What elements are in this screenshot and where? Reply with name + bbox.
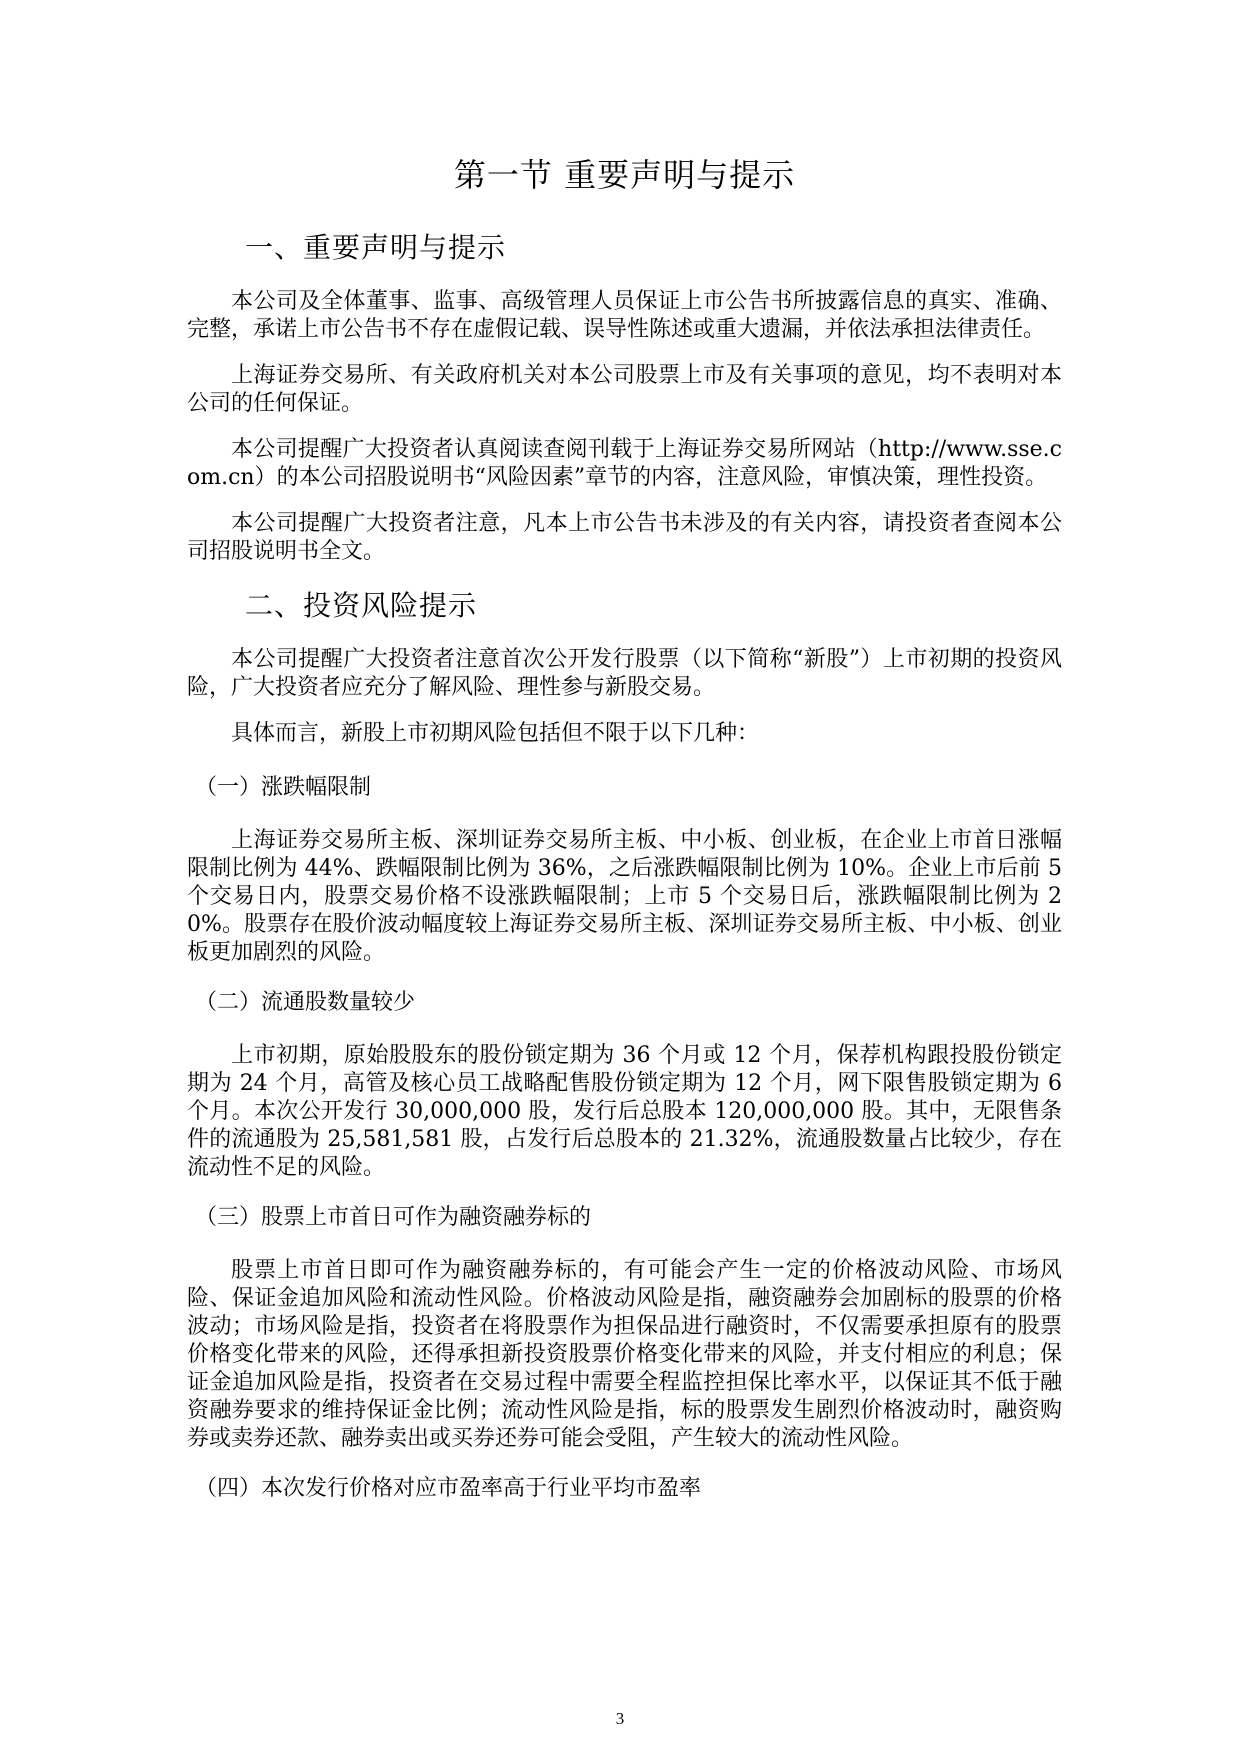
subsection-heading: （三）股票上市首日可作为融资融券标的 [195,1205,592,1230]
page-content [187,150,1062,1528]
section-title: 第一节 重要声明与提示 [453,156,796,194]
part2-heading: 二、投资风险提示 [245,589,478,622]
part1-heading: 一、重要声明与提示 [245,231,507,264]
subsection-heading: （四）本次发行价格对应市盈率高于行业平均市盈率 [195,1476,702,1501]
part2-paragraph: 具体而言，新股上市初期风险包括但不限于以下几种： [231,721,760,746]
page-number: 3 [615,1709,625,1728]
subsection-paragraph: 上海证券交易所主板、深圳证券交易所主板、中小板、创业板，在企业上市首日涨幅限制比例为 44%、跌幅限制比例为 36%，之后涨跌幅限制比例为 10%。企业上市后前 5 个交易日内，股票交易价格不设涨跌幅限制；上市 5 个交易日后，涨跌幅限制比例为 20%。股票存在股价波动幅度较上海证券交易所主板、深圳证券交易所主板、中小板、创业板更加剧烈的风险。 [187,828,1062,965]
subsection-paragraph: 股票上市首日即可作为融资融券标的，有可能会产生一定的价格波动风险、市场风险、保证金追加风险和流动性风险。价格波动风险是指，融资融券会加剧标的股票的价格波动；市场风险是指，投资者在将股票作为担保品进行融资时，不仅需要承担原有的股票价格变化带来的风险，还得承担新投资股票价格变化带来的风险，并支付相应的利息；保证金追加风险是指，投资者在交易过程中需要全程监控担保比率水平，以保证其不低于融资融券要求的维持保证金比例；流动性风险是指，标的股票发生剧烈价格波动时，融资购券或卖券还款、融券卖出或买券还券可能会受阻，产生较大的流动性风险。 [187,1258,1062,1451]
part1-paragraph: 本公司提醒广大投资者注意，凡本上市公告书未涉及的有关内容，请投资者查阅本公司招股说明书全文。 [187,511,1062,564]
subsection-heading: （二）流通股数量较少 [195,990,416,1015]
part2-paragraph: 本公司提醒广大投资者注意首次公开发行股票（以下简称“新股”）上市初期的投资风险，广大投资者应充分了解风险、理性参与新股交易。 [187,647,1062,700]
subsection-heading: （一）涨跌幅限制 [195,775,372,800]
part1-paragraph: 本公司及全体董事、监事、高级管理人员保证上市公告书所披露信息的真实、准确、完整，承诺上市公告书不存在虚假记载、误导性陈述或重大遗漏，并依法承担法律责任。 [187,289,1062,342]
part1-paragraph: 上海证券交易所、有关政府机关对本公司股票上市及有关事项的意见，均不表明对本公司的任何保证。 [187,363,1062,416]
part1-paragraph: 本公司提醒广大投资者认真阅读查阅刊载于上海证券交易所网站（http://www.sse.com.cn）的本公司招股说明书“风险因素”章节的内容，注意风险，审慎决策，理性投资。 [187,437,1062,490]
subsection-paragraph: 上市初期，原始股股东的股份锁定期为 36 个月或 12 个月，保荐机构跟投股份锁定期为 24 个月，高管及核心员工战略配售股份锁定期为 12 个月，网下限售股锁定期为 6 个月。本次公开发行 30,000,000 股，发行后总股本 120,000,000 股。其中，无限售条件的流通股为 25,581,581 股，占发行后总股本的 21.32%，流通股数量占比较少，存在流动性不足的风险。 [187,1043,1062,1180]
